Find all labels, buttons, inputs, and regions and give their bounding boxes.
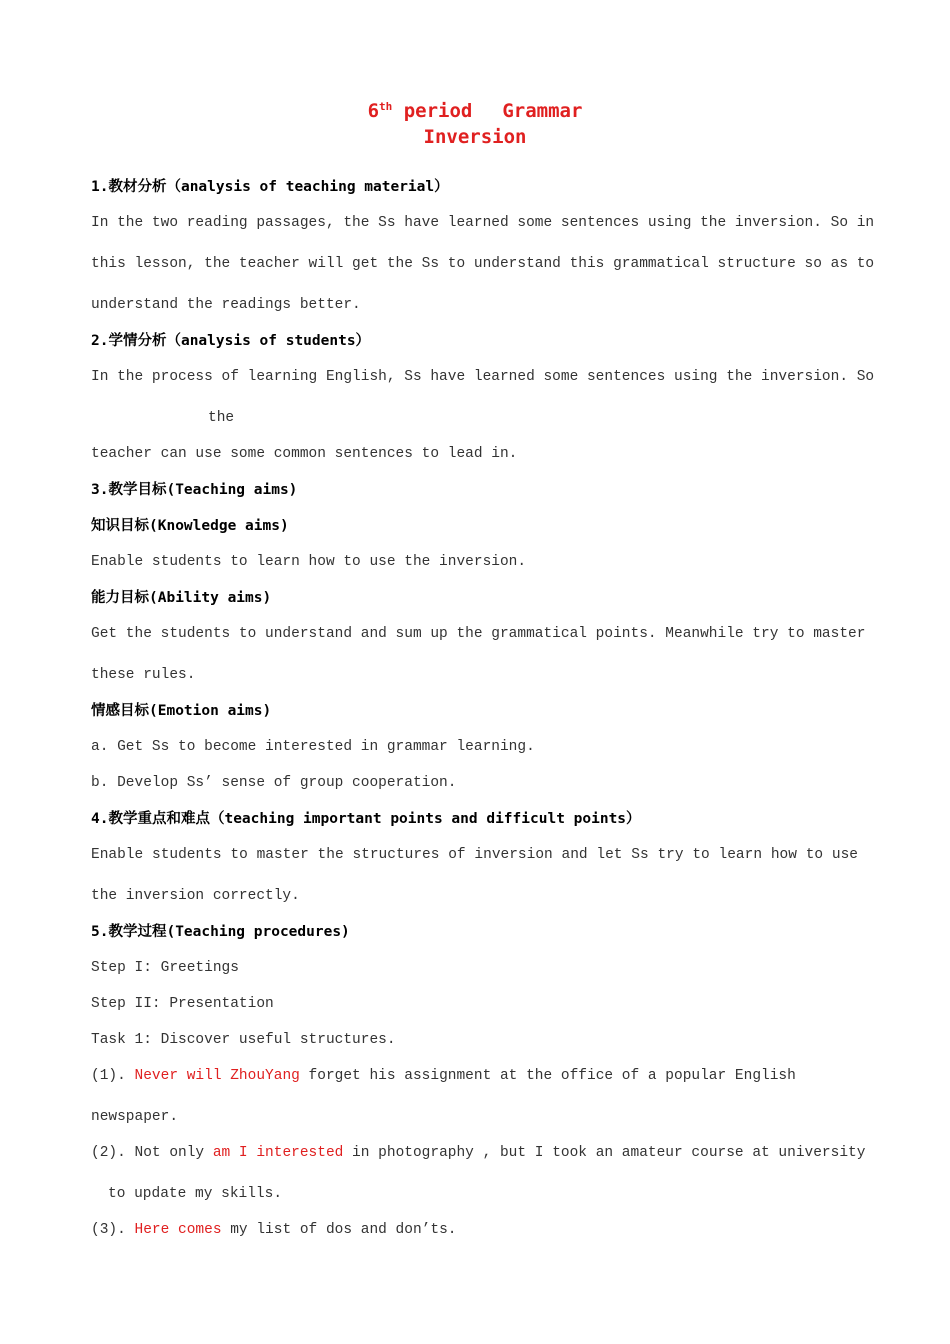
example-1: [91, 1067, 796, 1085]
example-2-number: (2). Not only: [91, 1145, 213, 1161]
section-1-heading: 1.教材分析（analysis of teaching material）: [91, 179, 449, 195]
ability-aims-line-1: Get the students to understand and sum up the grammatical points. Meanwhile try to master: [91, 626, 866, 642]
section-3-heading: 3.教学目标(Teaching aims): [91, 482, 298, 498]
emotion-aims-line-b: b. Develop Ss’ sense of group cooperation.: [91, 775, 457, 791]
ability-aims-line-2: these rules.: [91, 667, 196, 683]
section-4-line-2: the inversion correctly.: [91, 888, 300, 904]
knowledge-aims-heading: 知识目标(Knowledge aims): [91, 518, 289, 534]
example-3-number: (3).: [91, 1222, 135, 1238]
example-2: [91, 1144, 865, 1162]
emotion-aims-heading: 情感目标(Emotion aims): [91, 703, 272, 719]
step-1: Step I: Greetings: [91, 960, 239, 976]
emotion-aims-line-a: a. Get Ss to become interested in grammar learning.: [91, 739, 535, 755]
example-3-highlight: Here comes: [134, 1222, 222, 1238]
knowledge-aims-line: Enable students to learn how to use the inversion.: [91, 554, 527, 570]
section-4-line-1: Enable students to master the structures of inversion and let Ss try to learn how to use: [91, 847, 858, 863]
section-2-line-3: teacher can use some common sentences to lead in.: [91, 446, 518, 462]
example-1-number: (1).: [91, 1068, 135, 1084]
title-line-2: Inversion: [423, 126, 527, 148]
section-4-heading: 4.教学重点和难点（teaching important points and difficult points）: [91, 811, 641, 827]
title-number: 6: [367, 100, 380, 122]
example-2-highlight: am I interested: [212, 1145, 344, 1161]
section-2-heading: 2.学情分析（analysis of students）: [91, 333, 371, 349]
section-2-line-2: the: [208, 410, 235, 426]
example-1-rest: forget his assignment at the office of a popular English: [299, 1068, 796, 1084]
example-2-continued: to update my skills.: [108, 1186, 283, 1202]
section-1-line-3: understand the readings better.: [91, 297, 361, 313]
section-5-heading: 5.教学过程(Teaching procedures): [91, 924, 350, 940]
title-topic: Grammar: [502, 100, 583, 122]
task-1: Task 1: Discover useful structures.: [91, 1032, 396, 1048]
example-3: [91, 1221, 456, 1239]
title-superscript: th: [379, 100, 393, 113]
title-period-word: period: [403, 100, 473, 122]
section-2-line-1: In the process of learning English, Ss have learned some sentences using the inversion. So: [91, 369, 875, 385]
section-1-line-1: In the two reading passages, the Ss have learned some sentences using the inversion. So in: [91, 215, 875, 231]
title-line-1: [0, 100, 950, 122]
example-2-rest: in photography , but I took an amateur course at university: [343, 1145, 866, 1161]
example-1-continued: newspaper.: [91, 1109, 179, 1125]
example-1-highlight: Never will ZhouYang: [134, 1068, 300, 1084]
ability-aims-heading: 能力目标(Ability aims): [91, 590, 272, 606]
section-1-line-2: this lesson, the teacher will get the Ss to understand this grammatical structure so as to: [91, 256, 875, 272]
step-2: Step II: Presentation: [91, 996, 274, 1012]
example-3-rest: my list of dos and don’ts.: [221, 1222, 457, 1238]
